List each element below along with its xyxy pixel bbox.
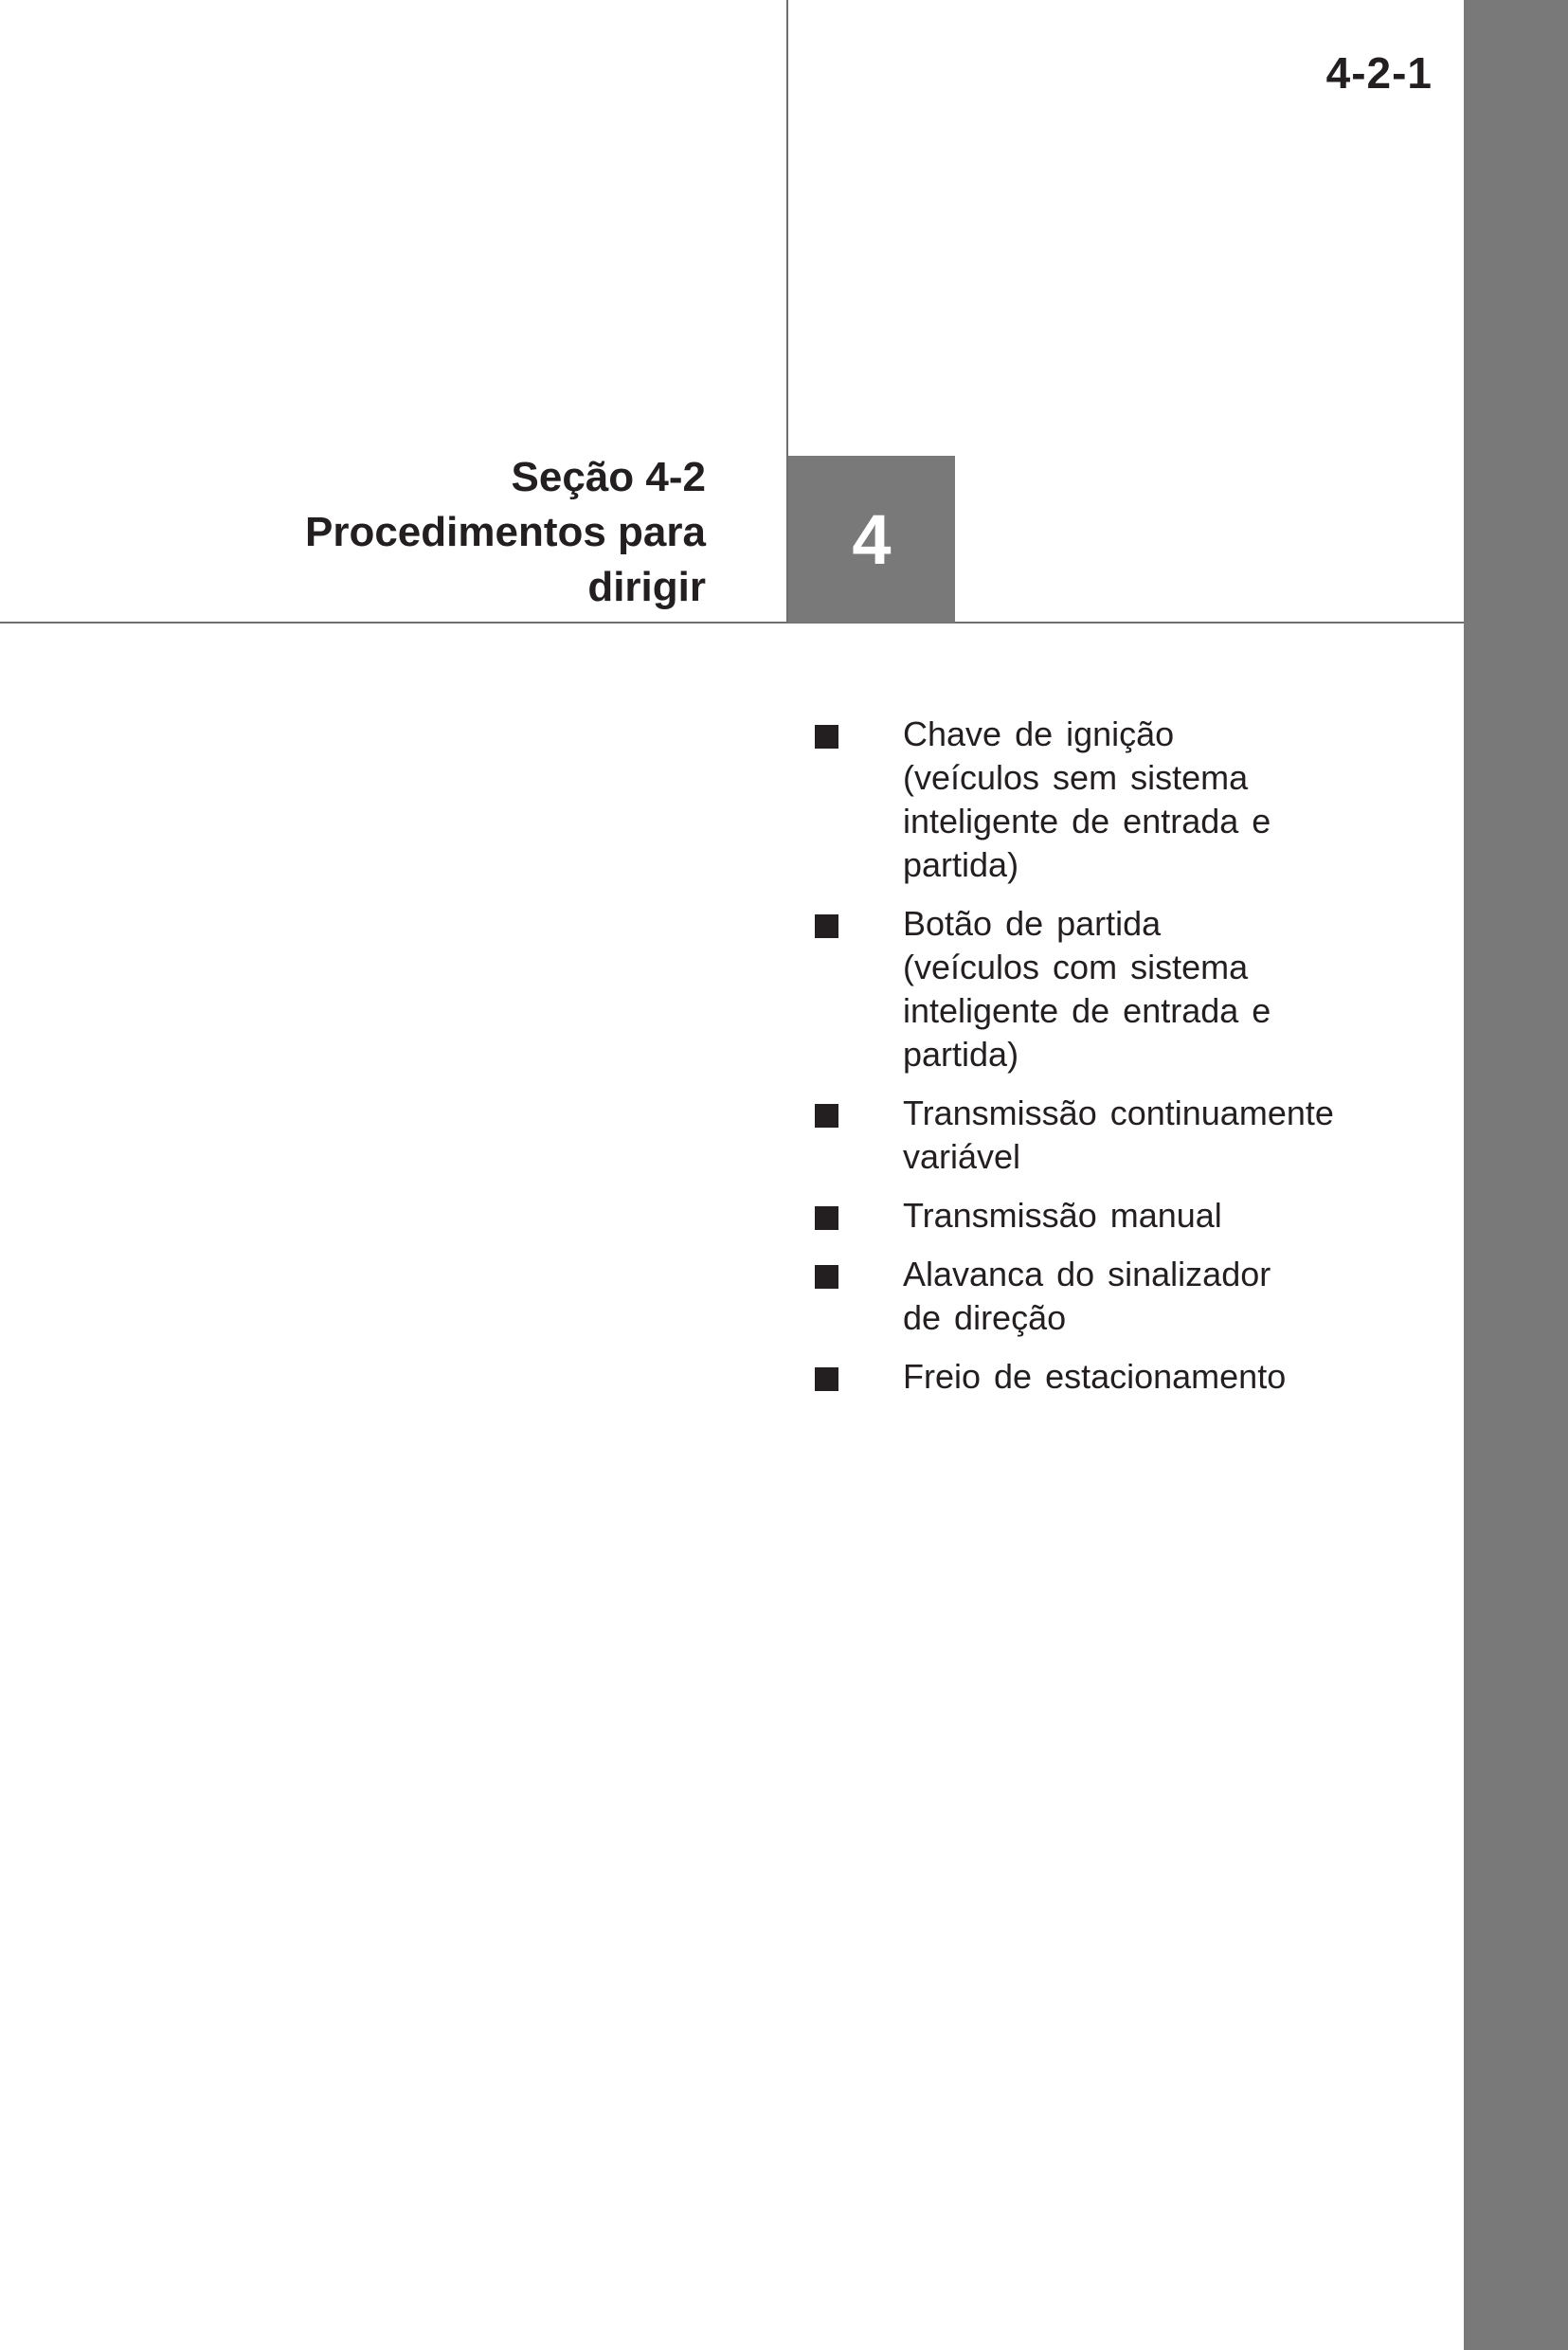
list-item-text: partida) (903, 1035, 1019, 1074)
section-title-line1: Procedimentos para (304, 509, 706, 555)
square-bullet-icon (815, 1206, 838, 1230)
chapter-number: 4 (852, 499, 892, 579)
list-item[interactable] (815, 1092, 1440, 1179)
list-item-text: Alavanca do sinalizador (903, 1255, 1271, 1293)
list-item[interactable] (815, 902, 1440, 1076)
list-item-text: Botão de partida (903, 904, 1162, 943)
list-item-text: Freio de estacionamento (903, 1357, 1287, 1396)
page-number: 4-2-1 (1325, 48, 1433, 98)
section-heading (118, 450, 706, 615)
square-bullet-icon (815, 1104, 838, 1128)
square-bullet-icon (815, 725, 838, 749)
list-item[interactable] (815, 1194, 1440, 1238)
list-item[interactable] (815, 1253, 1440, 1340)
list-item-text: Transmissão continuamente (903, 1094, 1334, 1132)
list-item-text: inteligente de entrada e (903, 802, 1271, 841)
chapter-side-bar (1464, 0, 1568, 2350)
list-item-text: (veículos sem sistema (903, 758, 1249, 797)
section-number: Seção 4-2 (511, 454, 706, 500)
square-bullet-icon (815, 1265, 838, 1289)
list-item-text: inteligente de entrada e (903, 991, 1271, 1030)
horizontal-rule (0, 622, 1464, 624)
chapter-tab (788, 456, 955, 623)
list-item[interactable] (815, 713, 1440, 887)
list-item-text: Chave de ignição (903, 714, 1175, 753)
list-item-text: de direção (903, 1298, 1067, 1337)
section-contents-list (815, 713, 1440, 1414)
square-bullet-icon (815, 914, 838, 938)
list-item-text: variável (903, 1137, 1021, 1176)
list-item-text: (veículos com sistema (903, 948, 1249, 986)
list-item-text: partida) (903, 845, 1019, 884)
square-bullet-icon (815, 1367, 838, 1391)
list-item-text: Transmissão manual (903, 1196, 1222, 1235)
list-item[interactable] (815, 1355, 1440, 1399)
section-title-line2: dirigir (587, 564, 706, 610)
